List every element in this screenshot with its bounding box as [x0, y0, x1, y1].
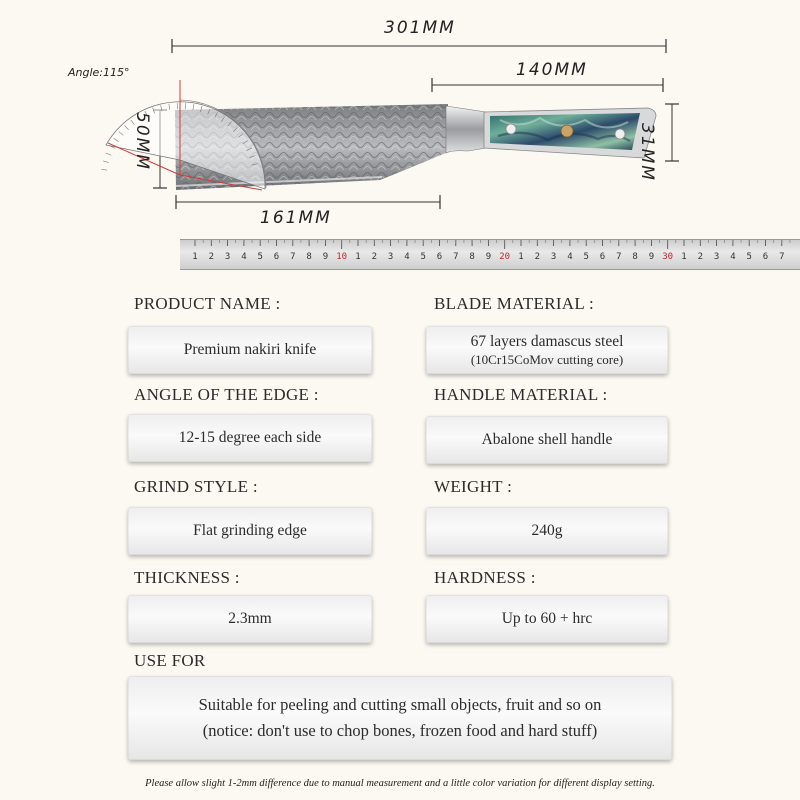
ruler-digit-label: 6: [436, 252, 443, 262]
use-for-line-2: (notice: don't use to chop bones, frozen food and hard stuff): [202, 721, 598, 740]
handle-rivet-1: [506, 124, 516, 134]
ruler-digit-label: 9: [648, 252, 655, 262]
ruler-digit-label: 4: [404, 252, 410, 262]
blade-length-label: 161MM: [260, 208, 332, 228]
handle-material-label: HANDLE MATERIAL :: [434, 385, 608, 404]
blade-length-dimension: [176, 195, 440, 209]
total-length-dimension: [172, 39, 666, 53]
ruler-digit-label: 3: [387, 252, 394, 262]
edge-angle-box: [128, 414, 372, 462]
ruler-digit-label: 2: [534, 252, 541, 262]
ruler-digit-label: 7: [290, 252, 296, 262]
ruler-ten-label: 30: [662, 252, 674, 262]
use-for-box: [128, 676, 672, 760]
product-name-value: Premium nakiri knife: [183, 341, 317, 358]
blade-material-label: BLADE MATERIAL :: [434, 294, 594, 313]
blade-material-box: [426, 326, 668, 374]
ruler-digit-label: 5: [746, 252, 752, 262]
grind-style-value: Flat grinding edge: [193, 522, 307, 539]
ruler-digit-label: 6: [599, 252, 606, 262]
edge-angle-label: ANGLE OF THE EDGE :: [134, 385, 319, 404]
ruler-digit-label: 4: [567, 252, 573, 262]
ruler-digit-label: 1: [518, 252, 524, 262]
ruler-digit-label: 3: [713, 252, 720, 262]
hardness-label: HARDNESS :: [434, 568, 536, 587]
ruler-digit-label: 8: [632, 252, 638, 262]
ruler-digit-label: 5: [257, 252, 263, 262]
ruler-digit-label: 6: [762, 252, 769, 262]
thickness-box: [128, 595, 372, 643]
ruler-digit-label: 7: [779, 252, 785, 262]
weight-value: 240g: [531, 522, 563, 539]
protractor-tick: [101, 169, 107, 170]
edge-angle-value: 12-15 degree each side: [178, 429, 322, 446]
use-for-label: USE FOR: [134, 651, 206, 670]
handle-length-dimension: [432, 78, 663, 92]
handle-logo: [561, 125, 573, 137]
ruler-digit-label: 3: [224, 252, 231, 262]
ruler-digit-label: 1: [192, 252, 198, 262]
product-name-box: [128, 326, 372, 374]
handle-height-dimension: [665, 104, 679, 161]
ruler-digit-label: 5: [583, 252, 589, 262]
weight-box: [426, 507, 668, 555]
protractor-tick: [103, 161, 109, 163]
ruler-digit-label: 6: [273, 252, 280, 262]
grind-style-label: GRIND STYLE :: [134, 477, 258, 496]
footer-disclaimer: Please allow slight 1-2mm difference due to manual measurement and a little color variation for different display setting.: [145, 778, 655, 789]
ruler-digit-label: 7: [616, 252, 622, 262]
ruler-digit-label: 4: [730, 252, 736, 262]
ruler-digit-label: 9: [485, 252, 492, 262]
use-for-line-1: Suitable for peeling and cutting small objects, fruit and so on: [198, 695, 602, 714]
ruler-scale: [180, 240, 800, 269]
product-name-label: PRODUCT NAME :: [134, 294, 281, 313]
handle-rivet-2: [615, 129, 625, 139]
blade-material-value: 67 layers damascus steel: [470, 333, 624, 350]
ruler-digit-label: 4: [241, 252, 247, 262]
weight-label: WEIGHT :: [434, 477, 513, 496]
handle-height-label: 31MM: [637, 123, 657, 182]
protractor-tick: [106, 153, 112, 155]
knife-bolster: [446, 106, 486, 153]
total-length-label: 301MM: [384, 18, 456, 38]
ruler-digit-label: 3: [550, 252, 557, 262]
ruler-ten-label: 10: [336, 252, 348, 262]
ruler-ten-label: 20: [499, 252, 511, 262]
blade-height-label: 50MM: [132, 112, 152, 171]
hardness-box: [426, 595, 668, 643]
handle-material-box: [426, 416, 668, 464]
blade-material-sub: (10Cr15CoMov cutting core): [470, 352, 624, 367]
ruler-digit-label: 2: [371, 252, 378, 262]
measuring-ruler: [180, 239, 800, 270]
ruler-digit-label: 2: [208, 252, 215, 262]
thickness-label: THICKNESS :: [134, 568, 240, 587]
ruler-digit-label: 8: [306, 252, 312, 262]
ruler-digit-label: 7: [453, 252, 459, 262]
hardness-value: Up to 60 + hrc: [501, 610, 593, 627]
ruler-digit-label: 8: [469, 252, 475, 262]
angle-label: Angle:115°: [68, 66, 130, 79]
ruler-digit-label: 9: [322, 252, 329, 262]
ruler-digit-label: 5: [420, 252, 426, 262]
handle-length-label: 140MM: [516, 60, 588, 80]
ruler-digit-label: 2: [697, 252, 704, 262]
ruler-digit-label: 1: [681, 252, 687, 262]
ruler-digit-label: 1: [355, 252, 361, 262]
grind-style-box: [128, 507, 372, 555]
thickness-value: 2.3mm: [228, 610, 272, 627]
handle-material-value: Abalone shell handle: [481, 431, 613, 448]
